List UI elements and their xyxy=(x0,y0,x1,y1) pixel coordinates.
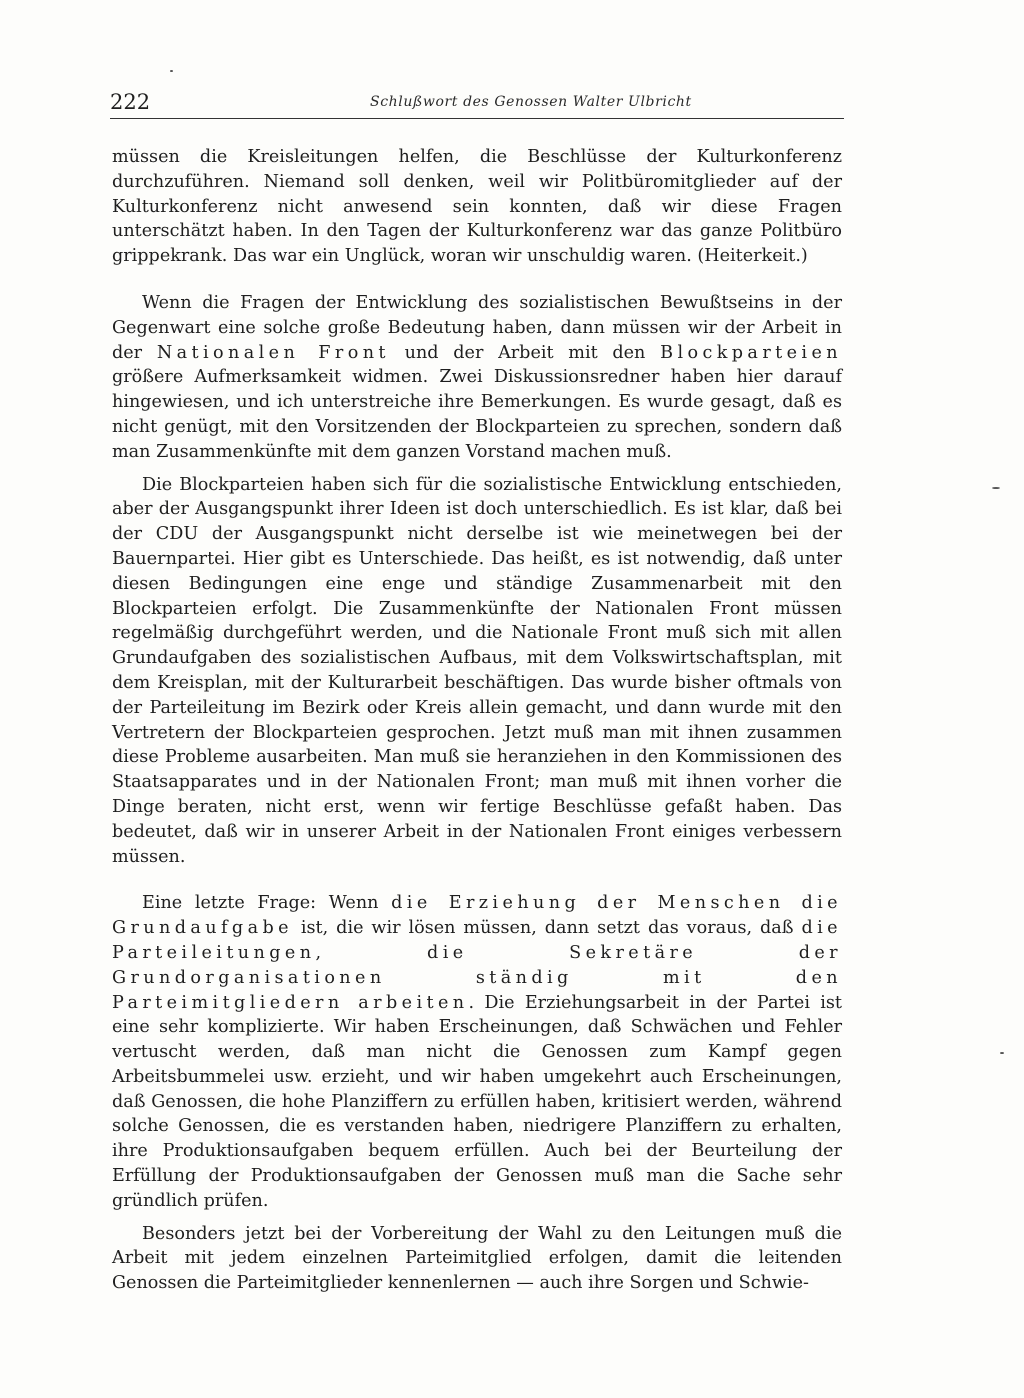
scan-speck xyxy=(170,70,173,72)
paragraph-4 xyxy=(112,891,842,1213)
spaced-emphasis-nationale-front: Nationalen Front xyxy=(156,342,390,363)
paragraph-3: Die Blockparteien haben sich für die sozialistische Entwicklung entschieden, aber der Ausgangspunkt ihrer Ideen ist doch unterschiedlich. Es ist klar, daß bei der CDU der Ausgangspunkt nicht derselbe ist wie meinetwegen bei der Bauernpartei. Hier gibt es Unterschiede. Das heißt, es ist notwendig, daß unter diesen Bedingungen eine enge und ständige Zusammenarbeit mit den Blockparteien erfolgt. Die Zusammenkünfte der Nationalen Front müssen regelmäßig durchgeführt werden, und die Nationale Front muß sich mit allen Grundaufgaben des sozialistischen Aufbaus, mit dem Volkswirtschaftsplan, mit dem Kreisplan, mit der Kulturarbeit beschäftigen. Das wurde bisher oftmals von der Parteileitung im Bezirk oder Kreis allein gemacht, und dann wurde mit den Vertretern der Blockparteien gesprochen. Jetzt muß man mit ihnen zusammen diese Probleme ausarbeiten. Man muß sie heranziehen in den Kommissionen des Staatsapparates und in der Nationalen Front; man muß mit ihnen vorher die Dinge beraten, nicht erst, wenn wir fertige Beschlüsse gefaßt haben. Das bedeutet, daß wir in unserer Arbeit in der Nationalen Front einiges verbessern müssen. xyxy=(112,474,842,867)
spaced-emphasis-parteileitungen: die Parteileitungen, die Sekretäre der Grundorganisationen ständig mit den Parteimitgliedern arbeiten xyxy=(112,918,842,1013)
paragraph-2-text-b: und der Arbeit mit den xyxy=(389,342,661,363)
paragraph-5: Besonders jetzt bei der Vorbereitung der Wahl zu den Leitungen muß die Arbeit mit jedem einzelnen Parteimitglied erfolgen, damit die leitenden Genossen die Parteimitglieder kennenlernen — auch ihre Sorgen und Schwie- xyxy=(112,1223,842,1294)
page-header xyxy=(110,90,844,119)
paragraph-4-text-c: . Die Erziehungsarbeit in der Partei ist eine sehr komplizierte. Wir haben Erscheinungen, daß Schwächen und Fehler vertuscht werden, daß man nicht die Genossen zum Kampf gegen Arbeitsbummelei usw. erzieht, und wir haben umgekehrt auch Erscheinungen, daß Genossen, die hohe Planziffern zu erfüllen haben, kritisiert werden, während solche Genossen, die es verstanden haben, niedrigere Planziffern zu erhalten, ihre Produktionsaufgaben bequem erfüllen. Auch bei der Beurteilung der Erfüllung der Produktionsaufgaben der Genossen muß man die Sache sehr gründlich prüfen. xyxy=(112,992,842,1211)
scan-speck xyxy=(992,487,1000,489)
body-text xyxy=(112,145,842,1296)
scan-speck xyxy=(1000,1052,1004,1054)
page-number: 222 xyxy=(110,90,151,114)
paragraph-2 xyxy=(112,291,842,465)
spaced-emphasis-erziehung: die Erziehung der Menschen die Grundaufgabe xyxy=(112,893,842,939)
paragraph-4-text-a: Eine letzte Frage: Wenn xyxy=(142,893,392,914)
paragraph-2-text-a: Wenn die Fragen der Entwicklung des sozialistischen Bewußtseins in der Gegenwart eine solche große Bedeutung haben, dann müssen wir der Arbeit in der xyxy=(112,292,842,363)
spaced-emphasis-blockparteien: Blockparteien xyxy=(660,342,842,363)
paragraph-2-text-c: größere Aufmerksamkeit widmen. Zwei Diskussionsredner haben hier darauf hingewiesen, und ich unterstreiche ihre Bemerkungen. Es wurde gesagt, daß es nicht genügt, mit den Vorsitzenden der Blockparteien zu sprechen, sondern daß man Zusammenkünfte mit dem ganzen Vorstand machen muß. xyxy=(112,367,842,462)
running-title: Schlußwort des Genossen Walter Ulbricht xyxy=(370,94,692,110)
paragraph-1: müssen die Kreisleitungen helfen, die Beschlüsse der Kulturkonferenz durchzuführen. Niemand soll denken, weil wir Politbüromitglieder auf der Kulturkonferenz nicht anwesend sein konnten, daß wir diese Fragen unterschätzt haben. In den Tagen der Kulturkonferenz war das ganze Politbüro grippekrank. Das war ein Unglück, woran wir unschuldig waren. (Heiterkeit.) xyxy=(112,147,842,267)
paragraph-4-text-b: ist, die wir lösen müssen, dann setzt das voraus, daß xyxy=(292,918,802,939)
